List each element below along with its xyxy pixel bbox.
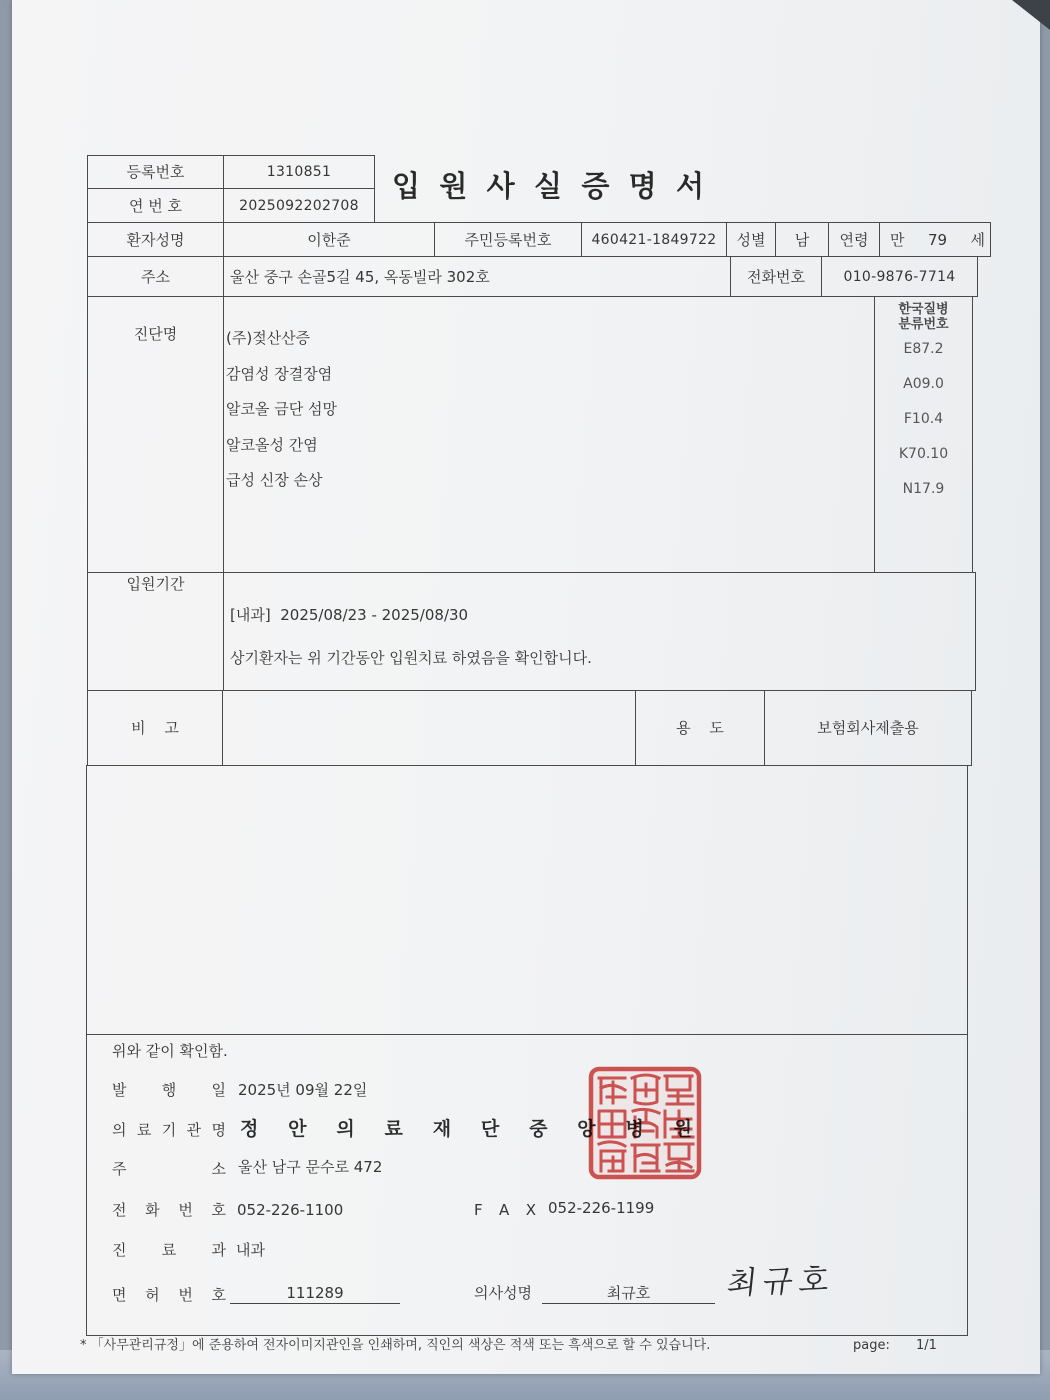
disease-code: K70.10 <box>898 446 949 462</box>
diagnosis-item: 알코올 금단 섬망 <box>226 400 337 418</box>
patient-name-label: 환자성명 <box>88 223 224 257</box>
age-label: 연령 <box>829 223 880 257</box>
license-label: 면 허 번 호 <box>112 1286 226 1304</box>
admission-label: 입원기간 <box>88 573 224 691</box>
diagnosis-item: 알코올성 간염 <box>226 435 318 454</box>
institution-address-label: 주 소 <box>112 1160 226 1178</box>
remarks-table-body <box>88 691 972 766</box>
doctor-name: 최규호 <box>542 1283 715 1304</box>
doctor-signature: 최규호 <box>725 1262 837 1302</box>
patient-table-body <box>88 223 991 257</box>
registration-number: 1310851 <box>224 156 375 189</box>
serial-number: 2025092202708 <box>224 189 375 223</box>
disease-code: F10.4 <box>903 411 944 427</box>
registration-label: 등록번호 <box>88 156 224 189</box>
code-header-line: 분류번호 <box>898 317 949 332</box>
official-seal <box>588 1066 702 1180</box>
admission-row <box>88 573 976 691</box>
serial-row <box>88 189 375 223</box>
seal-stamp-icon <box>588 1066 702 1180</box>
resident-number: 460421-1849722 <box>582 223 727 257</box>
department-value: 내과 <box>236 1241 265 1259</box>
resident-number-label: 주민등록번호 <box>435 223 582 257</box>
remarks-value <box>223 691 636 766</box>
patient-name: 이한준 <box>224 223 435 257</box>
patient-row <box>88 223 991 257</box>
diagnosis-item: (주)젖산산증 <box>226 329 311 347</box>
patient-table <box>87 222 991 257</box>
purpose-label: 용 도 <box>636 691 765 766</box>
issue-date: 2025년 09월 22일 <box>238 1081 368 1099</box>
purpose-value: 보험회사제출용 <box>765 691 972 766</box>
institution-phone-label: 전 화 번 호 <box>112 1201 226 1219</box>
institution-phone: 052-226-1100 <box>237 1201 344 1219</box>
code-header-line: 한국질병 <box>898 302 949 317</box>
institution-address: 울산 남구 문수로 472 <box>238 1158 383 1176</box>
admission-table <box>87 572 976 691</box>
address-table-body <box>88 257 978 297</box>
registration-box-body <box>88 156 375 223</box>
remarks-label: 비 고 <box>88 691 223 766</box>
address-table <box>87 256 978 297</box>
diagnosis-label: 진단명 <box>88 297 224 573</box>
institution-name: 정 안 의 료 재 단 중 앙 병 원 <box>240 1118 692 1140</box>
license-number: 111289 <box>230 1283 400 1304</box>
admission-content <box>224 573 976 691</box>
disease-code: E87.2 <box>903 341 944 357</box>
document-title: 입 원 사 실 증 명 서 <box>392 169 704 203</box>
page-number: 1/1 <box>916 1338 937 1353</box>
remarks-table <box>87 690 972 766</box>
remarks-row <box>88 691 972 766</box>
patient-phone: 010-9876-7714 <box>822 257 978 297</box>
disease-code-column <box>875 297 973 573</box>
diagnosis-item: 감염성 장결장염 <box>226 364 333 383</box>
fax-label: F A X <box>474 1201 536 1219</box>
address-label: 주소 <box>88 257 224 297</box>
admission-period: 2025/08/23 - 2025/08/30 <box>280 606 469 624</box>
fax-number: 052-226-1199 <box>548 1199 655 1217</box>
admission-department: [내과] <box>230 606 271 624</box>
diagnosis-item: 급성 신장 손상 <box>226 471 323 489</box>
admission-period-line <box>230 606 975 624</box>
address-row <box>88 257 978 297</box>
admission-statement: 상기환자는 위 기간동안 입원치료 하였음을 확인합니다. <box>230 649 592 667</box>
disease-code: N17.9 <box>902 481 945 497</box>
page-label: page: <box>853 1338 890 1353</box>
diagnosis-list <box>224 297 875 573</box>
age-value: 만 79 세 <box>880 223 991 257</box>
confirmation-text: 위와 같이 확인함. <box>112 1042 228 1060</box>
sex-value: 남 <box>776 223 829 257</box>
issue-date-label: 발 행 일 <box>112 1081 226 1099</box>
registration-row <box>88 156 375 189</box>
doctor-name-label: 의사성명 <box>474 1284 532 1302</box>
blank-area <box>86 765 968 1035</box>
phone-label: 전화번호 <box>731 257 822 297</box>
serial-label: 연 번 호 <box>88 189 224 223</box>
diagnosis-row <box>88 297 973 573</box>
diagnosis-table-body <box>88 297 973 573</box>
disease-code: A09.0 <box>903 376 944 392</box>
institution-label: 의 료 기 관 명 <box>112 1121 226 1139</box>
sex-label: 성별 <box>727 223 776 257</box>
footer-note: * 「사무관리규정」에 준용하여 전자이미지관인을 인쇄하며, 직인의 색상은 적색 또는 흑색으로 할 수 있습니다. <box>80 1338 711 1353</box>
registration-box <box>87 155 375 223</box>
diagnosis-table <box>87 296 973 573</box>
department-label: 진 료 과 <box>112 1241 226 1259</box>
patient-address: 울산 중구 손골5길 45, 옥동빌라 302호 <box>224 257 731 297</box>
admission-table-body <box>88 573 976 691</box>
